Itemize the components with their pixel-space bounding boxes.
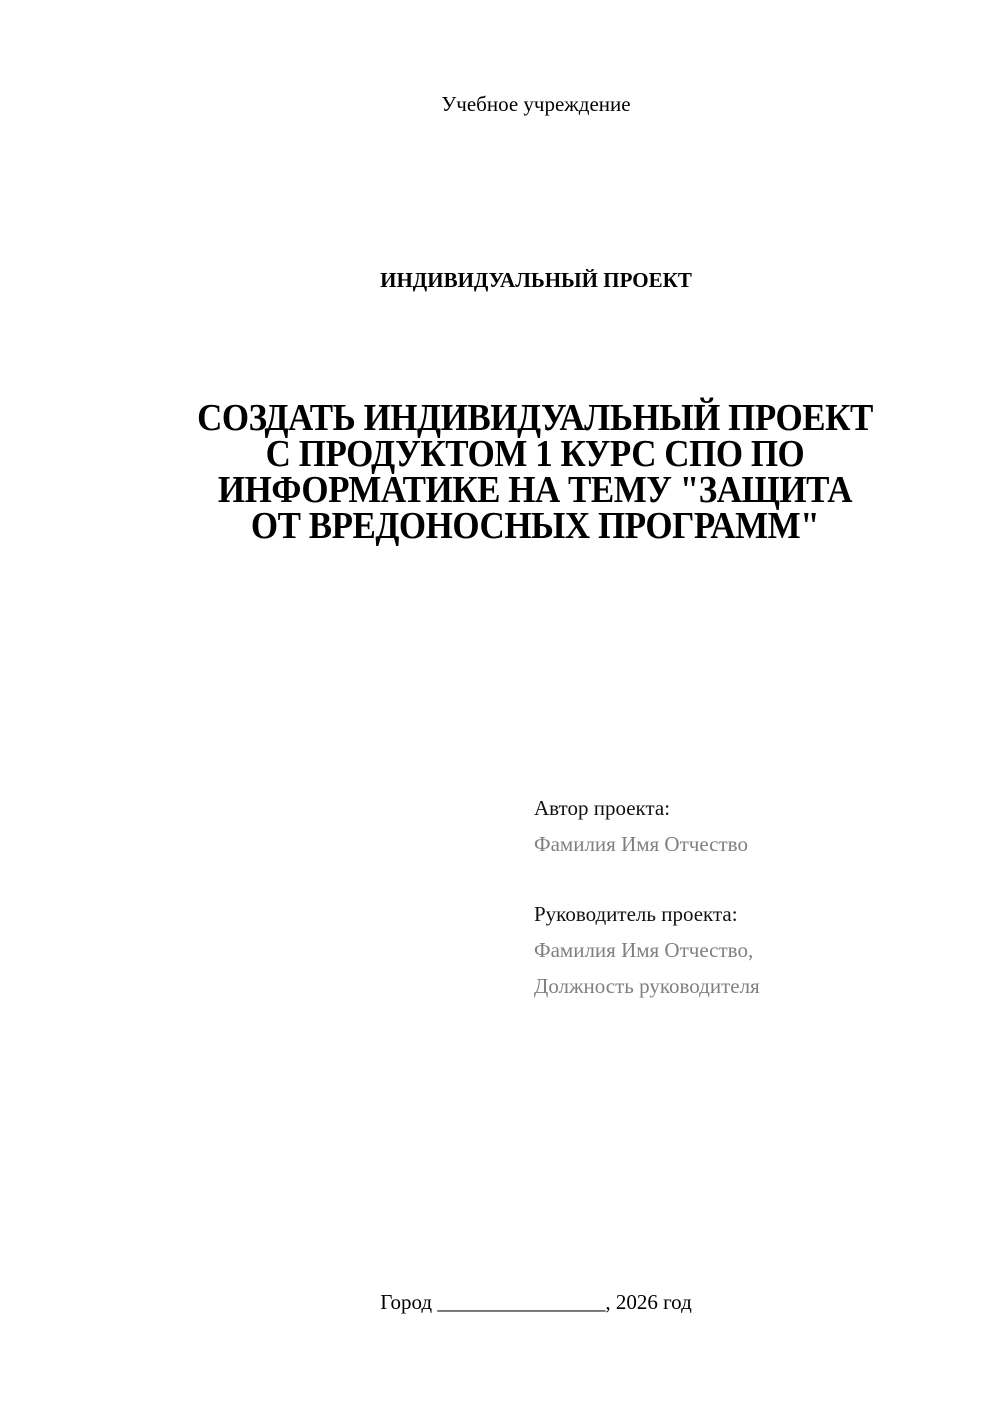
institution-name: Учебное учреждение — [441, 92, 631, 116]
project-credits — [534, 790, 760, 1004]
project-title-line-4: ОТ ВРЕДОНОСНЫХ ПРОГРАММ" — [250, 505, 820, 547]
supervisor-name: Фамилия Имя Отчество, — [534, 938, 754, 962]
author-name: Фамилия Имя Отчество — [534, 832, 748, 856]
supervisor-position: Должность руководителя — [534, 974, 760, 998]
project-title-line-2: С ПРОДУКТОМ 1 КУРС СПО ПО — [265, 433, 805, 475]
supervisor-label: Руководитель проекта: — [534, 902, 738, 926]
project-title — [172, 397, 899, 547]
project-title-line-1: СОЗДАТЬ ИНДИВИДУАЛЬНЫЙ ПРОЕКТ — [197, 397, 873, 439]
spacer — [534, 862, 760, 896]
author-label: Автор проекта: — [534, 796, 671, 820]
city-year-footer: Город ________________, 2026 год — [380, 1290, 692, 1314]
project-title-line-3: ИНФОРМАТИКЕ НА ТЕМУ "ЗАЩИТА — [217, 469, 853, 511]
document-type-heading: ИНДИВИДУАЛЬНЫЙ ПРОЕКТ — [380, 268, 692, 292]
